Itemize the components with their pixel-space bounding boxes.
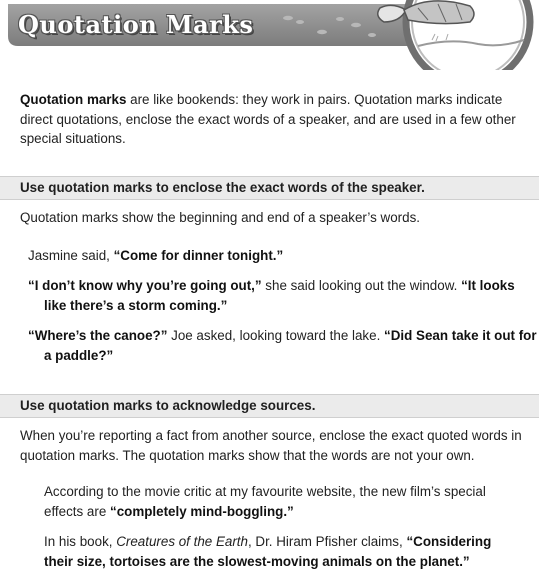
page-title: Quotation Marks: [18, 10, 254, 39]
title-banner: [0, 0, 539, 70]
example-text: she said looking out the window.: [261, 278, 462, 293]
example-quote: [28, 326, 539, 366]
example-text: , Dr. Hiram Pfisher claims,: [247, 534, 407, 549]
quoted-words: “Considering their size, tortoises are the slowest-moving animals on the planet.”: [44, 534, 492, 569]
quoted-words: “Come for dinner tonight.”: [113, 248, 284, 263]
example-quote: [28, 276, 539, 316]
section-body: Quotation marks show the beginning and end of a speaker’s words.: [20, 210, 420, 225]
section-heading-text: Use quotation marks to acknowledge sources.: [20, 398, 316, 413]
intro-term: Quotation marks: [20, 92, 127, 107]
section-heading-text: Use quotation marks to enclose the exact words of the speaker.: [20, 180, 425, 195]
example-text: In his book,: [44, 534, 117, 549]
example-text: According to the movie critic at my favourite website, the new film’s special effects are: [44, 484, 486, 519]
section-heading-speaker: [0, 176, 539, 200]
intro-paragraph: [20, 90, 525, 149]
example-text: Jasmine said,: [28, 248, 114, 263]
quoted-words: “Where’s the canoe?”: [28, 328, 168, 343]
example-quote: [28, 246, 539, 266]
example-text: Joe asked, looking toward the lake.: [167, 328, 385, 343]
example-quote: [44, 482, 514, 522]
book-title: Creatures of the Earth: [116, 534, 248, 549]
quoted-words: “It looks like there’s a storm coming.”: [44, 278, 515, 313]
quoted-words: “completely mind-boggling.”: [110, 504, 294, 519]
quoted-words: “I don’t know why you’re going out,”: [28, 278, 262, 293]
section-body: When you’re reporting a fact from another source, enclose the exact quoted words in quotation marks. The quotation marks show that the words are not your own.: [20, 428, 522, 463]
section-heading-sources: [0, 394, 539, 418]
intro-text: are like bookends: they work in pairs. Quotation marks indicate direct quotations, enclose the exact words of a speaker, and are used in a few other special situations.: [20, 92, 516, 146]
example-quote: [44, 532, 522, 572]
quoted-words: “Did Sean take it out for a paddle?”: [44, 328, 537, 363]
